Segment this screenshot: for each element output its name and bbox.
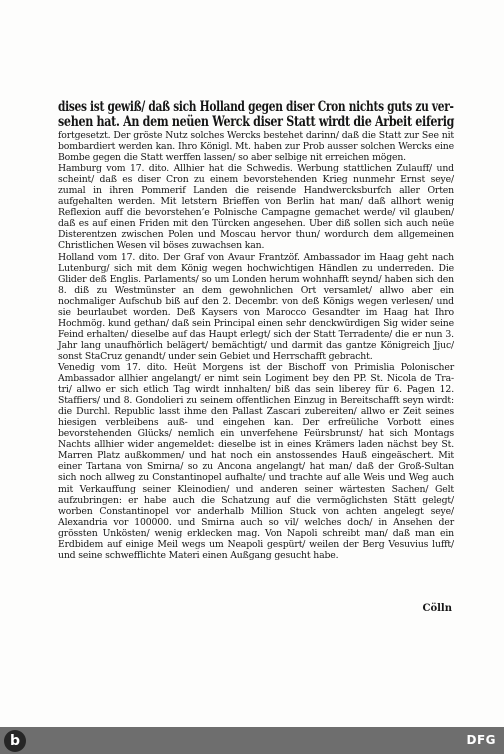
paragraph-holland: Holland vom 17. dito. Der Graf von Avaur Frantzöf. Ambassador im Haag geht nach Lutenburg/ sich mit dem König wegen hochwichtigen Händlen zu underreden. Die Glider deß Englis. Parlaments/ so um Londen herum wohnhafft seynd/ haben sich den 8. diß zu Westmünster an dem gewohnlichen Ort versamlet/ allwo aber ein nochmaliger Aufschub biß auf den 2. Decembr. von deß Königs wegen verlesen/ und sie beurlaubet worden. Deß Kaysers von Marocco Gesandter im Haag hat Ihro Hochmög. kund gethan/ daß sein Principal einen sehr denckwürdigen Sig wider seine Feind erhalten/ dieselbe auf das Haupt erlegt/ sich der Statt Terradente/ die er nun 3. Jahr lang unaufhörlich belägert/ bemächtigt/ und darmit das gantze Königreich Jjuc/ sonst StaCruz genandt/ under sein Gebiet und Herrschafft gebracht.: [58, 251, 454, 362]
viewer-footer-bar: [0, 727, 504, 754]
dfg-logo: DFG: [466, 733, 496, 747]
paragraph-intro: fortgesetzt. Der gröste Nutz solches Wercks bestehet darinn/ daß die Statt zur See nit bombardiert werden kan. Ihro Königl. Mt. haben zur Prob ausser solchen Wercks eine Bombe gegen die Statt werffen lassen/ so aber selbige nit erreichen mögen.: [58, 130, 454, 164]
heading-line-2: sehen hat. An dem neüen Werck diser Statt wirdt die Arbeit eiferig: [58, 114, 455, 130]
paragraph-hamburg: Hamburg vom 17. dito. Allhier hat die Schwedis. Werbung stattlichen Zulauff/ und scheint/ daß es diser Cron zu einem bevorstehenden Krieg nunmehr Ernst seye/ zumal in ihren Pommerif Landen die reisende Handwercksburfch aller Orten aufgehalten werden. Mit letstern Brieffen von Berlin hat man/ daß allhort wenig Reflexion auff die bevorstehen’e Polnische Campagne gemachet werde/ vil glauben/ daß es auf einen Friden mit den Türcken angesehen. Uber diß sollen sich auch neüe Disterentzen zwischen Polen und Moscau hervor thun/ wordurch dem allgemeinen Christlichen Wesen vil böses zuwachsen kan.: [58, 163, 454, 252]
paragraph-venedig: Venedig vom 17. dito. Heüt Morgens ist der Bischoff von Primislia Polonischer Ambassador allhier angelangt/ er nimt sein Logiment bey den PP. St. Nicola de Tra-tri/ allwo er sich etlich Tag wirdt innhalten/ biß das sein liberey für 6. Pagen 12. Staffiers/ und 8. Gondolieri zu seinem offentlichen Einzug in Bereitschafft seyn wirdt: die Durchl. Republic lasst ihme den Pallast Zascari zubereiten/ allwo er Zeit seines hiesigen verbleibens auß- und eingehen kan. Der erfreüliche Vorbott eines bevorstehenden Glücks/ nemlich ein unverfehene Feürsbrunst/ hat sich Montags Nachts allhier wider angemeldet: dieselbe ist in eines Krämers laden nächst bey St. Marren Platz außkommen/ und hat noch ein anstossendes Hauß eingeäschert. Mit einer Tartana von Smirna/ so zu Ancona angelangt/ hat man/ daß der Groß-Sultan sich noch allweg zu Constantinopel aufhalte/ und trachte auf alle Weis und Weg auch mit Verkauffung seiner Kleinodien/ und anderen seiner wärtesten Sachen/ Gelt aufzubringen: er habe auch die Schatzung auf die vermöglichsten Stätt gelegt/ worben Constantinopel vor anderhalb Million Stuck von achten angelegt seye/ Alexandria vor 100000. und Smirna auch so vil/ welches doch/ in Ansehen der grössten Unkösten/ wenig erklecken mag. Von Napoli schreibt man/ daß man ein Erdbidem auf einige Meil wegs um Neapoli gespürt/ weilen der Berg Vesuvius lufft/ und seine schwefflichte Materi einen Außgang gesucht habe.: [58, 361, 454, 561]
text-block: [58, 100, 454, 561]
catchword: Cölln: [422, 603, 452, 614]
heading-line-1: dises ist gewiß/ daß sich Holland gegen diser Cron nichts guts zu ver-: [58, 99, 454, 115]
viewer-badge[interactable]: b: [4, 730, 26, 752]
